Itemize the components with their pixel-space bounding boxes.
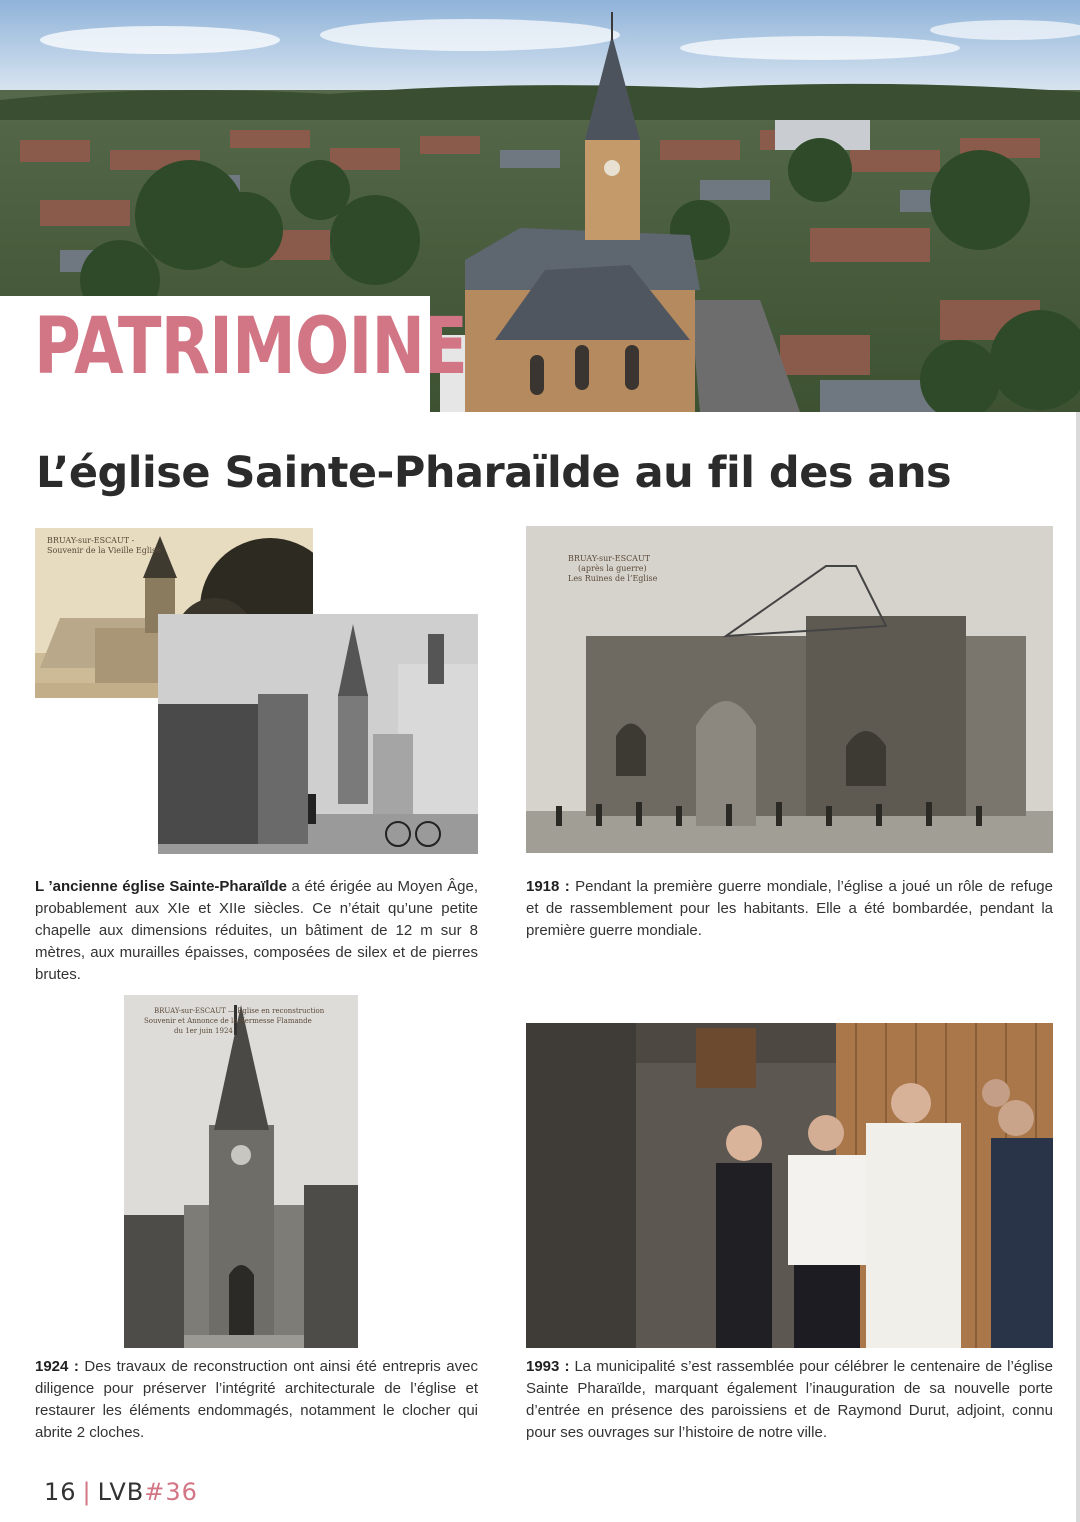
photo-reconstruction-1924 [124, 995, 358, 1348]
ruins-caption-2: (après la guerre) [578, 564, 647, 573]
photo-street-view [158, 614, 478, 854]
reconstruction-caption-3: du 1er juin 1924 [174, 1027, 233, 1035]
magazine-name: LVB [97, 1478, 145, 1506]
page-footer [44, 1478, 198, 1506]
reconstruction-caption-2: Souvenir et Annonce de la Kermesse Flamande [144, 1017, 312, 1025]
caption-1918: 1918 : Pendant la première guerre mondiale, l’église a joué un rôle de refuge et de rassemblement pour les habitants. Elle a été bombardée, pendant la première guerre mondiale. [526, 878, 1053, 939]
ruins-caption-3: Les Ruines de l’Eglise [568, 574, 658, 583]
caption-ancient-church: L ’ancienne église Sainte-Pharaïlde a été érigée au Moyen Âge, probablement aux XIe et XIIe siècles. Ce n’était qu’une petite chapelle aux dimensions réduites, un bâtiment de 12 m sur 8 mètres, aux murailles épaisses, composées de silex et de pierres brutes. [35, 878, 478, 983]
photo-centenary-1993 [526, 1023, 1053, 1348]
footer-separator: | [82, 1478, 92, 1506]
page-number: 16 [44, 1478, 77, 1506]
reconstruction-caption-1: BRUAY-sur-ESCAUT — Eglise en reconstruction [154, 1007, 325, 1015]
caption-1924: 1924 : Des travaux de reconstruction ont ainsi été entrepris avec diligence pour préserver l’intégrité architecturale de l’église et restaurer les éléments endommagés, notamment le clocher qui abrite 2 cloches. [35, 1358, 478, 1441]
section-title: PATRIMOINE [34, 302, 468, 392]
ruins-caption-1: BRUAY-sur-ESCAUT [568, 554, 651, 563]
postcard-caption: BRUAY-sur-ESCAUT - Souvenir de la Vieille Eglise [47, 536, 161, 555]
article-title: L’église Sainte-Pharaïlde au fil des ans [36, 448, 952, 498]
caption-1993: 1993 : La municipalité s’est rassemblée pour célébrer le centenaire de l’église Sainte Pharaïlde, marquant également l’inauguration de sa nouvelle porte d’entrée en présence des paroissiens et de Raymond Durut, adjoint, connu pour ses ouvrages sur l’histoire de notre ville. [526, 1358, 1053, 1441]
photo-church-ruins-1918 [526, 526, 1053, 853]
issue-number: #36 [144, 1478, 198, 1506]
